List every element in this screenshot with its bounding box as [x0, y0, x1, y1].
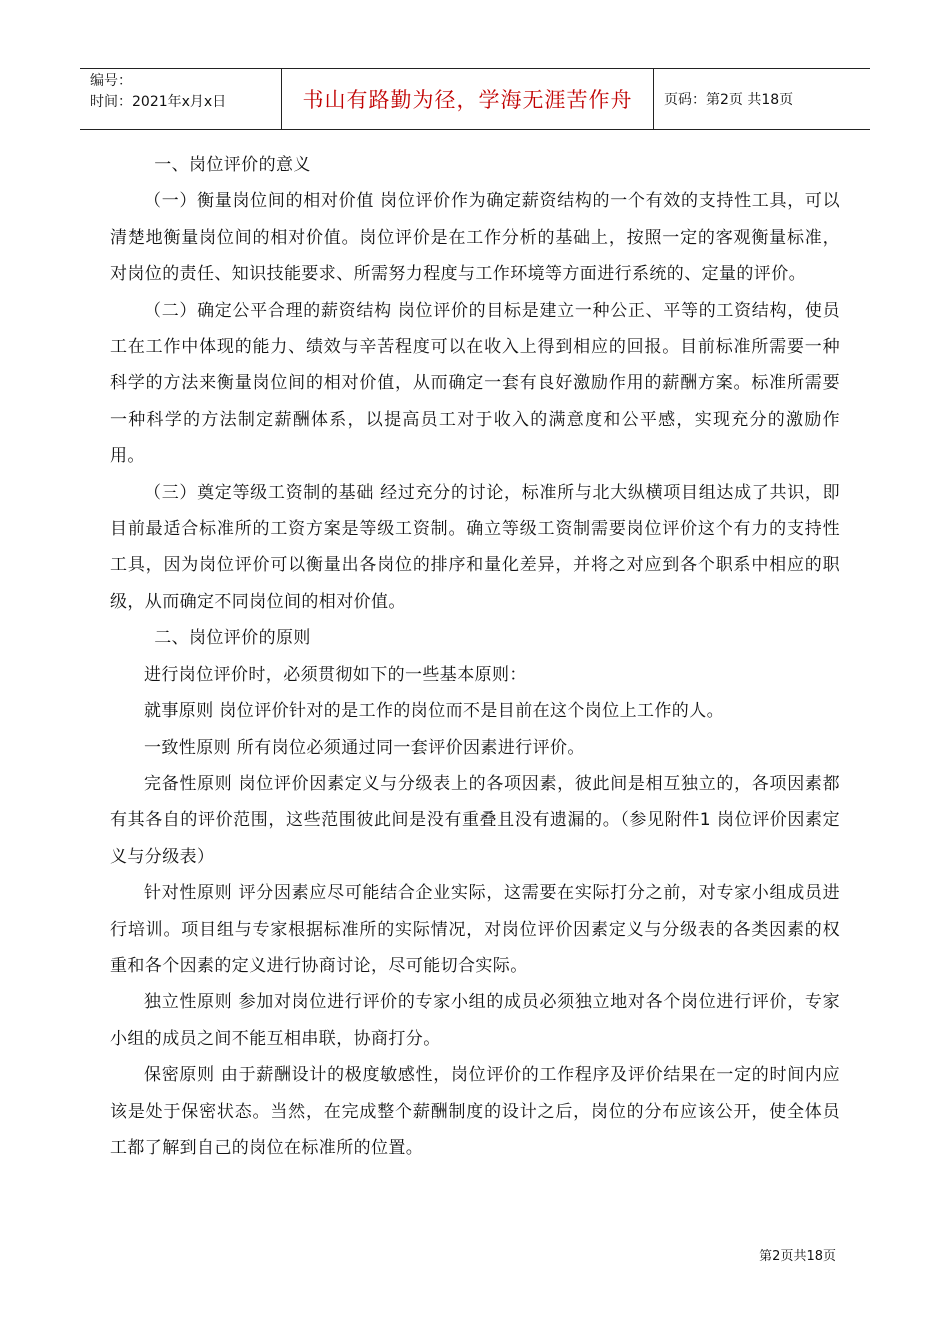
paragraph: （一）衡量岗位间的相对价值 岗位评价作为确定薪资结构的一个有效的支持性工具，可以清楚地衡量岗位间的相对价值。岗位评价是在工作分析的基础上，按照一定的客观衡量标准，对岗位的责任、知识技能要求、所需努力程度与工作环境等方面进行系统的、定量的评价。: [110, 191, 840, 285]
header-motto: 书山有路勤为径，学海无涯苦作舟: [302, 88, 633, 112]
paragraph: 进行岗位评价时，必须贯彻如下的一些基本原则：: [144, 664, 527, 685]
paragraph: 保密原则 由于薪酬设计的极度敏感性，岗位评价的工作程序及评价结果在一定的时间内应该是处于保密状态。当然，在完成整个薪酬制度的设计之后，岗位的分布应该公开，使全体员工都了解到自己的岗位在标准所的位置。: [110, 1065, 840, 1158]
page-footer: 第2页共18页: [759, 1249, 836, 1264]
paragraph: 完备性原则 岗位评价因素定义与分级表上的各项因素，彼此间是相互独立的，各项因素都有其各自的评价范围，这些范围彼此间是没有重叠且没有遗漏的。（参见附件1 岗位评价因素定义与分级表）: [110, 773, 840, 867]
paragraph: 就事原则 岗位评价针对的是工作的岗位而不是目前在这个岗位上工作的人。: [144, 701, 725, 722]
page-header: [80, 68, 870, 130]
header-motto-cell: [282, 69, 654, 129]
header-page-info: 页码：第2页 共18页: [664, 92, 794, 108]
section-heading-2: 二、岗位评价的原则: [154, 628, 311, 649]
header-meta: [80, 69, 282, 129]
document-body: [110, 147, 840, 1166]
paragraph: 独立性原则 参加对岗位进行评价的专家小组的成员必须独立地对各个岗位进行评价，专家小组的成员之间不能互相串联，协商打分。: [110, 992, 840, 1049]
paragraph: 针对性原则 评分因素应尽可能结合企业实际，这需要在实际打分之前，对专家小组成员进行培训。项目组与专家根据标准所的实际情况，对岗位评价因素定义与分级表的各类因素的权重和各个因素的定义进行协商讨论，尽可能切合实际。: [110, 883, 840, 976]
document-number: 编号：: [90, 73, 132, 89]
section-heading-1: 一、岗位评价的意义: [154, 155, 311, 175]
paragraph: （二）确定公平合理的薪资结构 岗位评价的目标是建立一种公正、平等的工资结构，使员工在工作中体现的能力、绩效与辛苦程度可以在收入上得到相应的回报。目前标准所需要一种科学的方法来衡量岗位间的相对价值，从而确定一套有良好激励作用的薪酬方案。标准所需要一种科学的方法制定薪酬体系，以提高员工对于收入的满意度和公平感，实现充分的激励作用。: [110, 300, 840, 467]
document-time: 时间：2021年x月x日: [90, 94, 227, 110]
paragraph: 一致性原则 所有岗位必须通过同一套评价因素进行评价。: [144, 737, 585, 758]
paragraph: （三）奠定等级工资制的基础 经过充分的讨论，标准所与北大纵横项目组达成了共识，即目前最适合标准所的工资方案是等级工资制。确立等级工资制需要岗位评价这个有力的支持性工具，因为岗位评价可以衡量出各岗位的排序和量化差异，并将之对应到各个职系中相应的职级，从而确定不同岗位间的相对价值。: [110, 482, 840, 612]
